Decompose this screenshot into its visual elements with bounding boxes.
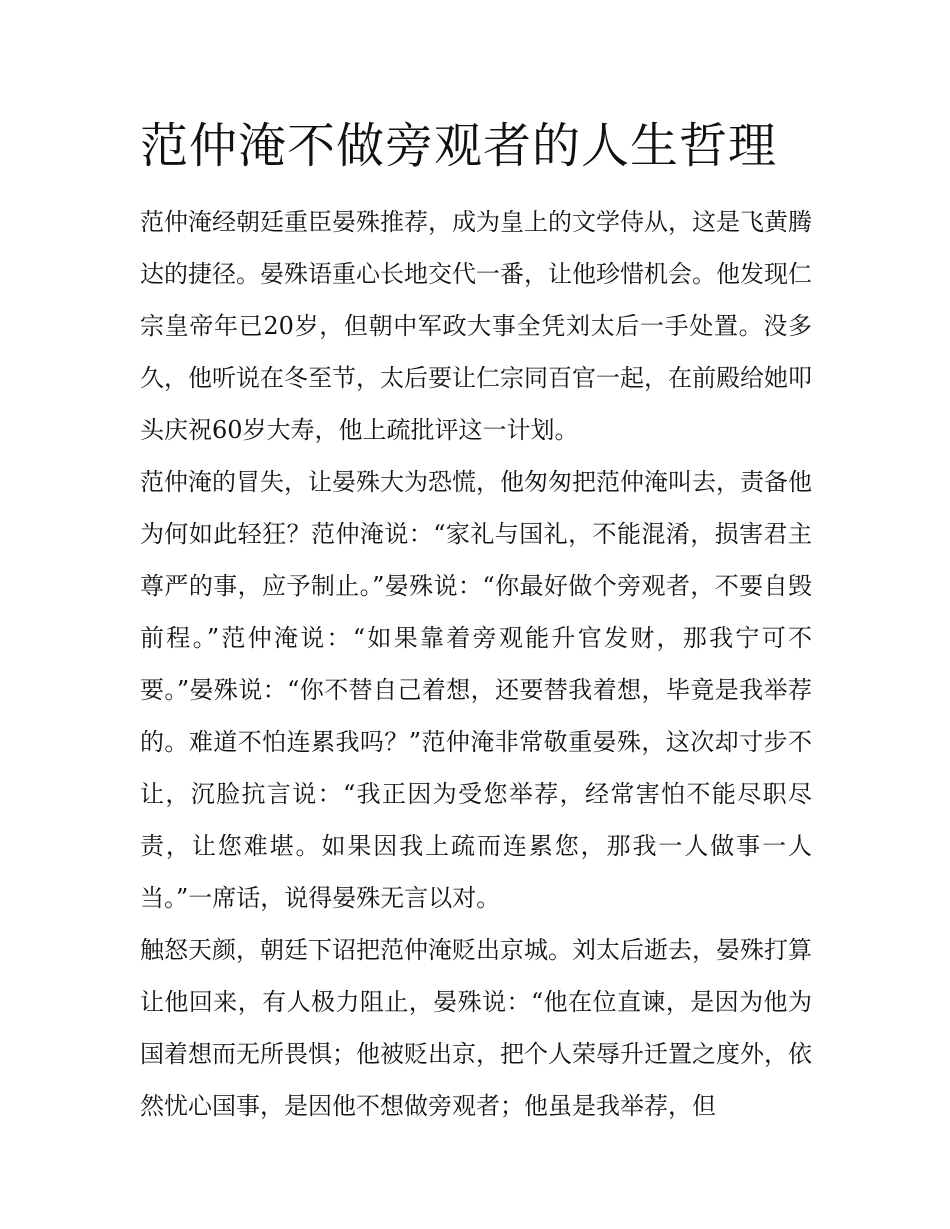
document-title: 范仲淹不做旁观者的人生哲理 xyxy=(140,118,778,174)
paragraph-3: 触怒天颜，朝廷下诏把范仲淹贬出京城。刘太后逝去，晏殊打算让他回来，有人极力阻止，晏殊说：“他在位直谏，是因为他为国着想而无所畏惧；他被贬出京，把个人荣辱升迁置之度外，依然忧心国事，是因他不想做旁观者；他虽是我举荐，但 xyxy=(140,936,812,1120)
paragraph-2: 范仲淹的冒失，让晏殊大为恐慌，他匆匆把范仲淹叫去，责备他为何如此轻狂？范仲淹说：“家礼与国礼，不能混淆，损害君主尊严的事，应予制止。”晏殊说：“你最好做个旁观者，不要自毁前程。”范仲淹说：“如果靠着旁观能升官发财，那我宁可不要。”晏殊说：“你不替自己着想，还要替我着想，毕竟是我举荐的。难道不怕连累我吗？”范仲淹非常敬重晏殊，这次却寸步不让，沉脸抗言说：“我正因为受您举荐，经常害怕不能尽职尽责，让您难堪。如果因我上疏而连累您，那我一人做事一人当。”一席话，说得晏殊无言以对。 xyxy=(140,468,812,912)
paragraph-1: 范仲淹经朝廷重臣晏殊推荐，成为皇上的文学侍从，这是飞黄腾达的捷径。晏殊语重心长地交代一番，让他珍惜机会。他发现仁宗皇帝年已20岁，但朝中军政大事全凭刘太后一手处置。没多久，他听说在冬至节，太后要让仁宗同百官一起，在前殿给她叩头庆祝60岁大寿，他上疏批评这一计划。 xyxy=(140,208,812,444)
document-body xyxy=(140,196,812,1132)
